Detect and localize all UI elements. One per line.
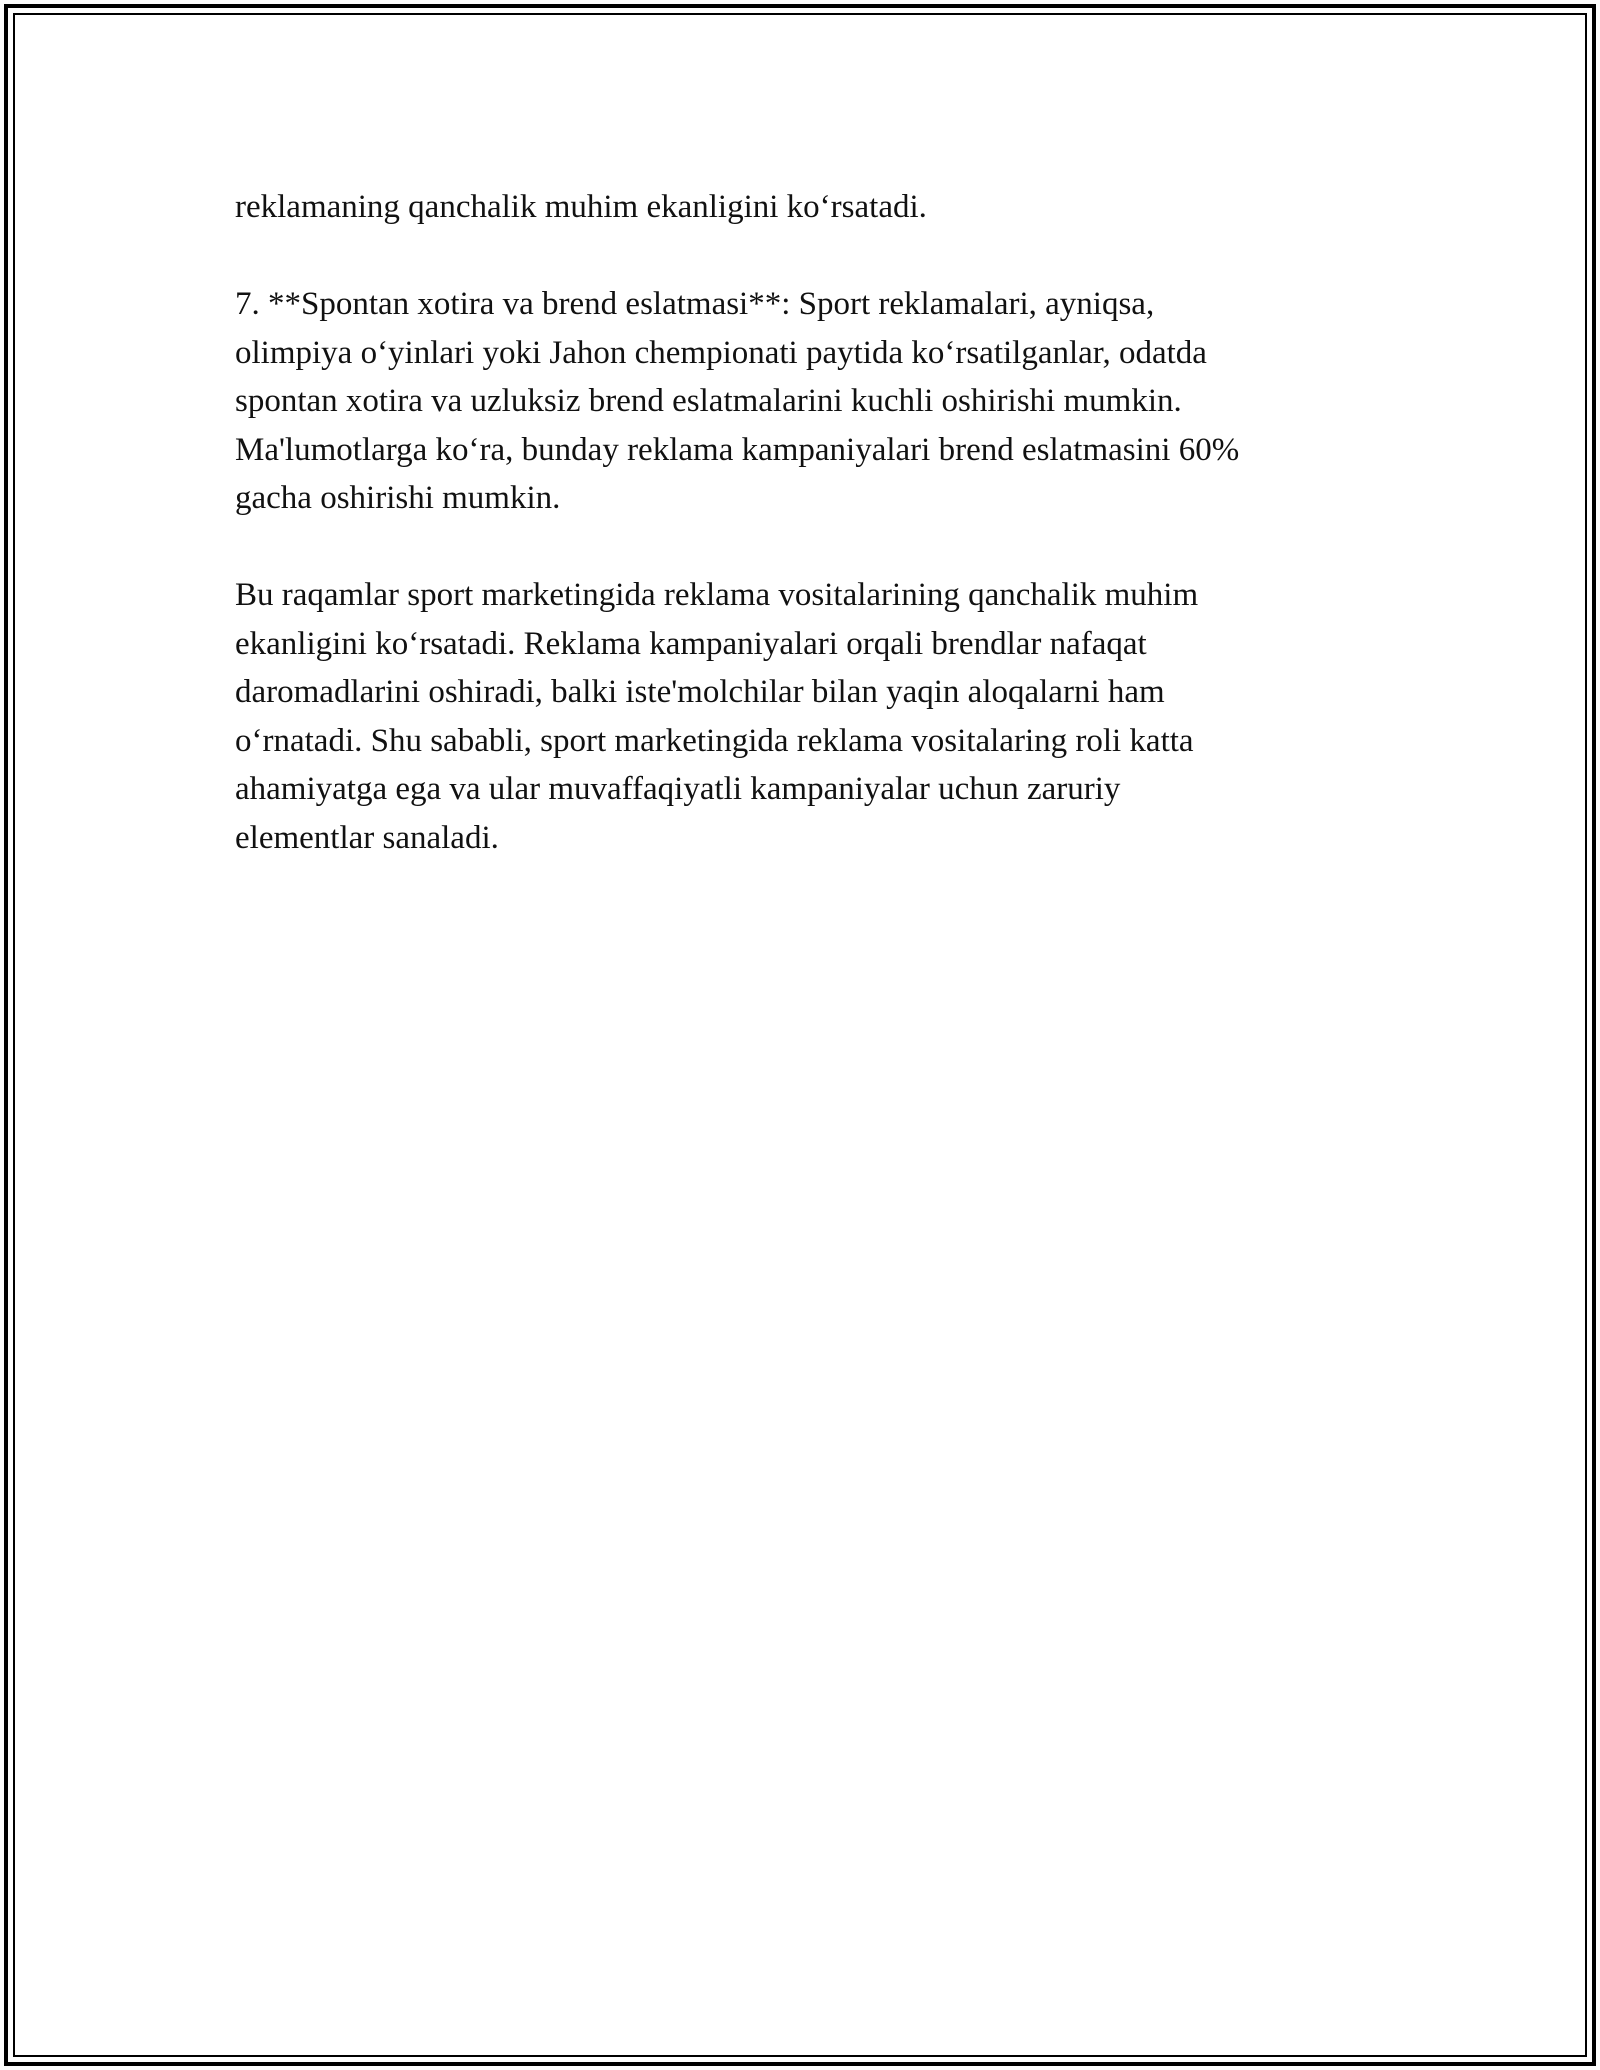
paragraph-item-7: 7. **Spontan xotira va brend eslatmasi**: Sport reklamalari, ayniqsa, olimpiya o‘yinlari yoki Jahon chempionati paytida ko‘rsatilganlar, odatda spontan xotira va uzluksiz brend eslatmalarini kuchli oshirishi mumkin. Ma'lumotlarga ko‘ra, bunday reklama kampaniyalari brend eslatmasini 60% gacha oshirishi mumkin. xyxy=(235,286,1240,516)
paragraph-conclusion: Bu raqamlar sport marketingida reklama vositalarining qanchalik muhim ekanligini ko‘rsatadi. Reklama kampaniyalari orqali brendlar nafaqat daromadlarini oshiradi, balki iste'molchilar bilan yaqin aloqalarni ham o‘rnatadi. Shu sababli, sport marketingida reklama vositalaring roli katta ahamiyatga ega va ular muvaffaqiyatli kampaniyalar uchun zaruriy elementlar sanaladi. xyxy=(235,577,1199,856)
paragraph-continuation: reklamaning qanchalik muhim ekanligini ko‘rsatadi. xyxy=(235,189,927,225)
document-body xyxy=(235,183,1375,911)
